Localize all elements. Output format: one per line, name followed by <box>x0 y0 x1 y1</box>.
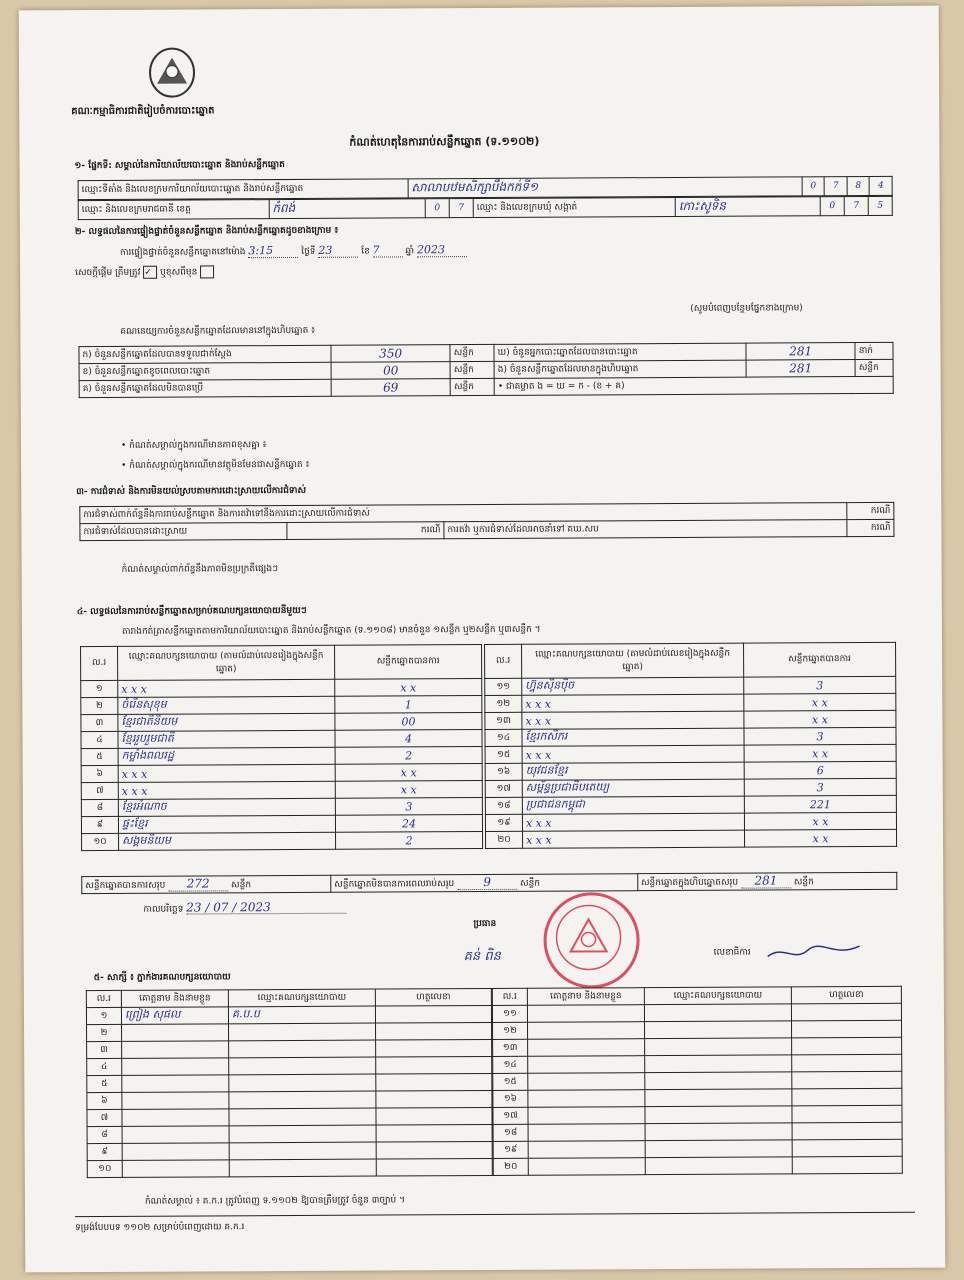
witness-signature <box>376 1073 492 1091</box>
verification-time: 3:15 <box>248 245 298 258</box>
vote-count: x x <box>335 764 482 782</box>
witness-party <box>229 1040 376 1058</box>
vote-count: 3 <box>335 798 482 816</box>
witness-name <box>528 1158 645 1176</box>
party-name: កម្លាំងពលរដ្ឋ <box>118 747 335 765</box>
table-row <box>81 815 482 834</box>
in-box-value: 281 <box>746 360 855 378</box>
totals-row <box>81 872 897 894</box>
row-number: ៦ <box>87 1092 122 1109</box>
col-party: ឈ្មោះគណបក្សនយោបាយ (តាមលំដាប់លេខរៀងក្នុងសន្លឹកឆ្នោត) <box>522 643 744 678</box>
col-no: ល.រ <box>485 644 522 678</box>
unit: សន្លឹក <box>855 359 893 376</box>
row-number: ១៣ <box>493 1039 528 1056</box>
witness-party <box>645 1140 792 1158</box>
witness-name: ព្រៀង សុផល <box>121 1007 228 1025</box>
table-row <box>81 679 482 698</box>
witness-party <box>229 1159 376 1177</box>
witness-name <box>122 1075 229 1093</box>
section4-heading: ៤- លទ្ធផលនៃការរាប់សន្លឹកឆ្នោតសម្រាប់គណបក្សនយោបាយនីមួយៗ <box>76 605 307 618</box>
irregularity-note: កំណត់សម្គាល់ពាក់ព័ន្ធនឹងភាពមិនប្រក្រតីផ្សេងៗ <box>121 564 279 575</box>
table-row <box>87 1090 492 1109</box>
verification-month: 7 <box>373 244 403 257</box>
witness-table-right <box>492 986 903 1176</box>
witness-signature <box>376 1090 492 1108</box>
row-number: ១៣ <box>485 712 522 729</box>
polling-station-name: សាលាបឋមសិក្សាបឹងកក់ទី១ <box>408 177 802 198</box>
row-number: ១១ <box>485 678 522 695</box>
table-row <box>87 1039 492 1058</box>
table-row <box>87 1141 492 1160</box>
row-number: ១៩ <box>485 814 522 831</box>
row-number: ២ <box>87 1024 122 1041</box>
ballot-count-table <box>78 342 893 398</box>
row-number: ១៨ <box>485 797 522 814</box>
col-sign: ហត្ថលេខា <box>375 988 491 1006</box>
chairman-label: ប្រធាន <box>473 918 497 930</box>
vote-count: 24 <box>335 815 482 833</box>
row-number: ១០ <box>82 833 119 850</box>
witness-party <box>229 1108 376 1126</box>
table-row <box>87 1107 492 1126</box>
witness-name <box>122 1041 229 1059</box>
witness-signature <box>792 1071 902 1089</box>
table-row <box>493 1122 902 1141</box>
row-number: ១២ <box>493 1022 528 1039</box>
row-number: ៧ <box>81 782 118 799</box>
witness-party <box>229 1091 376 1109</box>
table-row <box>81 764 482 783</box>
witness-party <box>645 1038 792 1056</box>
table-row <box>486 829 897 848</box>
witness-signature <box>376 1107 492 1125</box>
row-number: ១៩ <box>493 1141 528 1158</box>
vote-count: x x <box>745 829 897 847</box>
table-row <box>493 1020 902 1039</box>
vote-count: 1 <box>335 696 482 714</box>
unit: នាក់ <box>855 342 893 359</box>
valid-total-label: សន្លឹកឆ្នោតបានការសរុប <box>85 880 166 892</box>
table-row <box>82 832 483 851</box>
table-row <box>81 730 482 749</box>
votes-table-right <box>484 642 897 849</box>
vote-count: 221 <box>744 795 896 813</box>
witness-party <box>229 1057 376 1075</box>
vote-count: x x <box>744 693 896 711</box>
signing-date: 23 / 07 / 2023 <box>186 901 346 915</box>
witness-name <box>528 1141 645 1159</box>
col-sign: ហត្ថលេខា <box>791 986 901 1004</box>
voters-label: ឃ) ចំនួនអ្នកបោះឆ្នោតដែលបានបោះឆ្នោត <box>494 343 746 361</box>
witness-signature <box>791 1003 901 1021</box>
count-intro: គណនេយ្យការចំនួនសន្លឹកឆ្នោតដែលមាននៅក្នុងហិបឆ្នោត ៖ <box>120 325 316 337</box>
witness-signature <box>376 1141 492 1159</box>
witness-table-left <box>86 988 493 1178</box>
verification-day: 23 <box>318 245 358 258</box>
table-row <box>81 798 482 817</box>
secretary-label: លេខាធិការ <box>713 947 751 958</box>
section4-sub: តារាងកត់ត្រាសន្លឹកឆ្នោតតាមការិយាល័យបោះឆ្នោត និងរាប់សន្លឹកឆ្នោត (ទ.១១០៨) មានចំនួន ១សន្លឹក ឬ២សន្លឹក ឬ៣សន្លឹក ។ <box>121 624 541 637</box>
witness-party <box>645 1123 792 1141</box>
code-digit: 0 <box>425 199 449 218</box>
vote-count: x x <box>335 679 482 697</box>
witness-signature <box>792 1156 902 1174</box>
witness-signature <box>792 1105 902 1123</box>
witness-signature <box>375 1005 491 1023</box>
row-number: ៨ <box>87 1126 122 1143</box>
witness-party <box>229 1142 376 1160</box>
party-name: ខ្មែររួបរួមជាតិ <box>118 730 335 748</box>
witness-party <box>645 1106 792 1124</box>
row-number: ១៤ <box>493 1056 528 1073</box>
table-row <box>87 1056 492 1075</box>
row-number: ១៦ <box>485 763 522 780</box>
row-number: ៣ <box>81 714 118 731</box>
party-name: ផ្ទះខ្មែរ <box>118 815 335 833</box>
vote-count: 00 <box>335 713 482 731</box>
formula: • ជាគម្លាត ង = ឃ = ក - (ខ + គ) <box>494 376 893 395</box>
table-row <box>492 1003 901 1022</box>
org-name: គណៈកម្មាធិការជាតិរៀបចំការបោះឆ្នោត <box>71 105 215 118</box>
witness-name <box>122 1058 229 1076</box>
row-number: ៧ <box>87 1109 122 1126</box>
footer-divider <box>75 1212 915 1217</box>
witness-name <box>122 1092 229 1110</box>
row-number: ២០ <box>486 831 523 848</box>
party-name: x x x <box>522 711 744 729</box>
vote-count: 3 <box>744 727 896 745</box>
section2-heading: ២- លទ្ធផលនៃការផ្ទៀងផ្ទាត់ចំនួនសន្លឹកឆ្នោត និងរាប់សន្លឹកឆ្នោតដូចខាងក្រោម ៖ <box>74 225 339 238</box>
case-label: ករណី <box>287 522 444 540</box>
table-row <box>485 761 896 780</box>
objection-table <box>79 502 894 541</box>
document-page <box>19 6 946 1273</box>
witness-name <box>528 1090 645 1108</box>
row-number: ៥ <box>87 1075 122 1092</box>
correct-checkbox[interactable]: ✓ <box>143 266 157 279</box>
spoiled-label: ខ) ចំនួនសន្លឹកឆ្នោតខូចពេលបោះឆ្នោត <box>79 362 331 380</box>
table-row <box>87 1124 492 1143</box>
in-box-label: ង) ចំនួនសន្លឹកឆ្នោតដែលមានក្នុងហិបឆ្នោត <box>494 360 746 378</box>
checkbox-line: សេចក្តីផ្តើម ត្រឹមត្រូវ ✓ ឬខុសពីមុន <box>75 265 214 279</box>
witness-name <box>528 1073 645 1091</box>
unused-label: គ) ចំនួនសន្លឹកឆ្នោតដែលមិនបានប្រើ <box>79 379 331 397</box>
bullet-discrepancy: • កំណត់សម្គាល់ក្នុងករណីមានភាពខុសគ្នា ៖ <box>120 440 267 451</box>
invalid-cell <box>331 874 638 893</box>
stamp-emblem-icon <box>546 895 630 979</box>
unit: សន្លឹក <box>450 361 494 378</box>
row-number: ៩ <box>81 816 118 833</box>
nec-emblem-icon <box>147 45 197 99</box>
table-row <box>493 1105 902 1124</box>
witness-party: គ.ប.ប <box>228 1006 375 1024</box>
witness-signature <box>376 1056 492 1074</box>
unused-value: 69 <box>331 379 450 397</box>
row-number: ១៧ <box>485 780 522 797</box>
witness-signature <box>792 1054 902 1072</box>
row-number: ៤ <box>81 731 118 748</box>
verification-year: 2023 <box>417 244 467 257</box>
commune-name: កោះសូទិន <box>675 197 820 217</box>
row-number: ១ <box>81 680 118 697</box>
witness-name <box>122 1024 229 1042</box>
table-row <box>493 1037 902 1056</box>
witness-name <box>528 1107 645 1125</box>
secretary-signature-icon <box>764 938 864 967</box>
witness-party <box>644 1004 791 1022</box>
section1-heading: ១- ផ្នែកទី: សម្គាល់នៃការិយាល័យបោះឆ្នោត និងរាប់សន្លឹកឆ្នោត <box>74 160 285 172</box>
witness-name <box>528 1022 645 1040</box>
table-row <box>493 1088 902 1107</box>
witness-name <box>122 1160 229 1178</box>
row-number: ៣ <box>87 1041 122 1058</box>
witness-signature <box>376 1039 492 1057</box>
province-label: ឈ្មោះ និងលេខក្រមរាជធានី ខេត្ត <box>78 200 269 220</box>
section1-table-row2 <box>78 196 893 220</box>
chairman-signature: គន់ ពិន <box>463 948 501 965</box>
row-number: ១០ <box>87 1160 122 1177</box>
row-number: ២ <box>81 697 118 714</box>
vote-count: 4 <box>335 730 482 748</box>
vote-count: 2 <box>335 747 482 765</box>
bullet-non-ballot: • កំណត់សម្គាល់ក្នុងករណីមានវត្ថុមិនមែនជាសន្លឹកឆ្នោត ៖ <box>121 459 310 471</box>
voters-value: 281 <box>746 343 855 361</box>
witness-signature <box>792 1088 902 1106</box>
col-party: ឈ្មោះគណបក្សនយោបាយ (តាមលំដាប់លេខរៀងក្នុងសន្លឹកឆ្នោត) <box>118 645 335 680</box>
unit: សន្លឹក <box>450 344 494 361</box>
table-row <box>485 795 896 814</box>
witness-signature <box>792 1122 902 1140</box>
party-name: ខ្មែរជាតិនិយម <box>118 713 335 731</box>
col-no: ល.រ <box>492 988 527 1005</box>
party-name: x x x <box>523 830 745 848</box>
verification-time-label: ការផ្ទៀងផ្ទាត់ចំនួនសន្លឹកឆ្នោតនៅម៉ោង <box>119 247 246 258</box>
case-label: ករណី <box>847 502 894 519</box>
vote-count: 3 <box>744 778 896 796</box>
objection-resolved: ការជំទាស់ដែលបានដោះស្រាយ <box>80 523 287 541</box>
table-row <box>81 781 482 800</box>
party-name: សម្ព័ន្ធប្រជាធិបតេយ្យ <box>522 779 744 797</box>
witness-party <box>229 1074 376 1092</box>
col-votes: សន្លឹកឆ្នោតបានការ <box>744 642 896 677</box>
col-no: ល.រ <box>86 990 121 1007</box>
table-row <box>485 744 896 763</box>
row-number: ៩ <box>87 1143 122 1160</box>
footer-note: កំណត់សម្គាល់ ៖ គ.ក.រ ត្រូវបំពេញ ទ.១១០២ ឱ្យបានត្រឹមត្រូវ ចំនួន ៣ច្បាប់ ។ <box>144 1195 406 1207</box>
party-name: ហ្វ៊ុនស៊ិនប៉ិច <box>522 677 744 695</box>
table-row <box>493 1054 902 1073</box>
table-row <box>86 1005 491 1024</box>
unit: សន្លឹក <box>230 880 252 891</box>
row-number: ៥ <box>81 748 118 765</box>
table-row <box>81 713 482 732</box>
table-row <box>485 710 896 729</box>
row-number: ១៨ <box>493 1124 528 1141</box>
code-digit: 0 <box>820 197 844 216</box>
invalid-total-label: សន្លឹកឆ្នោតមិនបានការពេលរាប់សរុប <box>334 879 455 890</box>
vote-count: 6 <box>744 761 896 779</box>
table-row <box>87 1022 492 1041</box>
table-row <box>485 812 896 831</box>
table-row <box>485 778 896 797</box>
row-number: ៦ <box>81 765 118 782</box>
code-digit: 0 <box>802 177 825 196</box>
col-party: ឈ្មោះគណបក្សនយោបាយ <box>644 987 791 1005</box>
received-label: ក) ចំនួនសន្លឹកឆ្នោតដែលបានទទួលជាក់ស្តែង <box>79 345 331 363</box>
vote-count: x x <box>744 812 896 830</box>
row-number: ១៦ <box>493 1090 528 1107</box>
polling-station-label: ឈ្មោះទីតាំង និងលេខក្រមការិយាល័យបោះឆ្នោត និងរាប់សន្លឹកឆ្នោត <box>78 179 408 200</box>
objection-forwarded: ការតវ៉ា ឬការជំទាស់ដែលអាចនាំទៅ គឃ.សប <box>444 520 847 539</box>
witness-signature <box>376 1124 492 1142</box>
unit: សន្លឹក <box>450 378 494 395</box>
table-row <box>493 1071 902 1090</box>
party-name: សង្គមនិយម <box>119 832 336 850</box>
col-party: ឈ្មោះគណបក្សនយោបាយ <box>228 989 375 1007</box>
witness-party <box>645 1089 792 1107</box>
table-row <box>485 676 896 695</box>
party-name: ប្រជាជនកម្ពុជា <box>522 796 744 814</box>
witness-name <box>528 1124 645 1142</box>
witness-signature <box>376 1022 492 1040</box>
party-name: ខ្មែរអំណាច <box>118 798 335 816</box>
col-votes: សន្លឹកឆ្នោតបានការ <box>335 645 482 680</box>
party-name: x x x <box>118 679 335 697</box>
row-number: ៨ <box>81 799 118 816</box>
vote-count: x x <box>744 710 896 728</box>
witness-name <box>528 1039 645 1057</box>
code-digit: 5 <box>868 196 892 215</box>
table-row <box>81 747 482 766</box>
row-number: ២០ <box>493 1158 528 1175</box>
row-number: ១៤ <box>485 729 522 746</box>
section5-heading: ៥- សាក្សី ៖ ភ្នាក់ងារគណបក្សនយោបាយ <box>93 972 231 984</box>
col-name: គោត្តនាម និងនាមខ្លួន <box>527 988 644 1006</box>
box-total-label: សន្លឹកឆ្នោតក្នុងហិបឆ្នោតសរុប <box>640 877 739 889</box>
col-name: គោត្តនាម និងនាមខ្លួន <box>121 990 228 1008</box>
col-no: ល.រ <box>81 646 118 680</box>
table-row <box>485 727 896 746</box>
row-number: ៤ <box>87 1058 122 1075</box>
vote-count: 2 <box>336 832 483 850</box>
table-row <box>485 693 896 712</box>
code-digit: 8 <box>847 176 870 195</box>
party-name: យុវជនខ្មែរ <box>522 762 744 780</box>
party-name: x x x <box>522 745 744 763</box>
table-row <box>87 1073 492 1092</box>
witness-name <box>122 1143 229 1161</box>
unit: សន្លឹក <box>519 878 541 889</box>
votes-table-left <box>80 644 483 851</box>
row-number: ១៥ <box>485 746 522 763</box>
party-name: x x x <box>522 813 744 831</box>
witness-signature <box>792 1037 902 1055</box>
fill-note: (សូមបំពេញបន្ថែមផ្នែកខាងក្រោម) <box>690 303 803 314</box>
vote-count: x x <box>335 781 482 799</box>
invalid-total: 9 <box>457 875 517 890</box>
vote-count: 3 <box>744 676 896 694</box>
row-number: ១៥ <box>493 1073 528 1090</box>
table-row <box>493 1156 902 1175</box>
witness-party <box>645 1055 792 1073</box>
witness-party <box>229 1125 376 1143</box>
code-digit: 7 <box>449 199 473 218</box>
party-name: ចំរើនសុខុម <box>118 696 335 714</box>
case-label: ករណី <box>847 519 894 536</box>
table-row <box>493 1139 902 1158</box>
code-digit: 7 <box>844 196 868 215</box>
received-value: 350 <box>331 345 450 363</box>
official-stamp <box>543 892 640 989</box>
witness-signature <box>792 1139 902 1157</box>
code-digit: 4 <box>870 176 893 195</box>
code-digit: 7 <box>824 177 847 196</box>
unit: សន្លឹក <box>793 877 814 888</box>
witness-name <box>122 1109 229 1127</box>
document-title: កំណត់ហេតុនៃការរាប់សន្លឹកឆ្នោត (ទ.១១០២) <box>349 134 540 149</box>
date-label: កាលបរិច្ឆេទ <box>143 904 184 915</box>
table-row <box>81 696 482 715</box>
witness-party <box>229 1023 376 1041</box>
incorrect-checkbox[interactable] <box>200 265 214 278</box>
row-number: ១ <box>86 1007 121 1024</box>
party-name: x x x <box>522 694 744 712</box>
witness-party <box>645 1157 792 1175</box>
table-row <box>87 1158 492 1177</box>
section2-intro: ការផ្ទៀងផ្ទាត់ចំនួនសន្លឹកឆ្នោតនៅម៉ោង 3:15 ថ្ងៃទី 23 ខែ 7 ឆ្នាំ 2023 <box>120 244 467 259</box>
party-name: x x x <box>118 781 335 799</box>
witness-party <box>645 1021 792 1039</box>
footer-form-id: ទម្រង់បែបបទ ១១០២ សម្រាប់បំពេញដោយ គ.ក.រ <box>75 1222 245 1234</box>
province-name: កំពង់ <box>269 199 426 219</box>
objection-row1: ការជំទាស់ពាក់ព័ន្ធនឹងការរាប់សន្លឹកឆ្នោត និងការតវ៉ាទៅនឹងការដោះស្រាយលើការជំទាស់ <box>80 503 847 524</box>
witness-signature <box>376 1158 492 1176</box>
section3-heading: ៣- ការជំទាស់ និងការមិនយល់ស្របតាមការដោះស្រាយលើការជំទាស់ <box>76 485 307 498</box>
box-total-cell <box>637 872 896 890</box>
valid-total: 272 <box>168 876 228 891</box>
commune-label: ឈ្មោះ និងលេខក្រមឃុំ សង្កាត់ <box>473 197 675 217</box>
witness-party <box>645 1072 792 1090</box>
party-name: ខ្មែរកសិករ <box>522 728 744 746</box>
row-number: ១២ <box>485 695 522 712</box>
spoiled-value: 00 <box>331 362 450 380</box>
row-number: ១១ <box>492 1005 527 1022</box>
witness-name <box>528 1056 645 1074</box>
witness-signature <box>792 1020 902 1038</box>
box-total: 281 <box>741 873 791 888</box>
witness-name <box>122 1126 229 1144</box>
date-line <box>143 901 346 916</box>
totals-cell <box>82 875 331 893</box>
witness-name <box>527 1005 644 1023</box>
party-name: x x x <box>118 764 335 782</box>
vote-count: x x <box>744 744 896 762</box>
row-number: ១៧ <box>493 1107 528 1124</box>
